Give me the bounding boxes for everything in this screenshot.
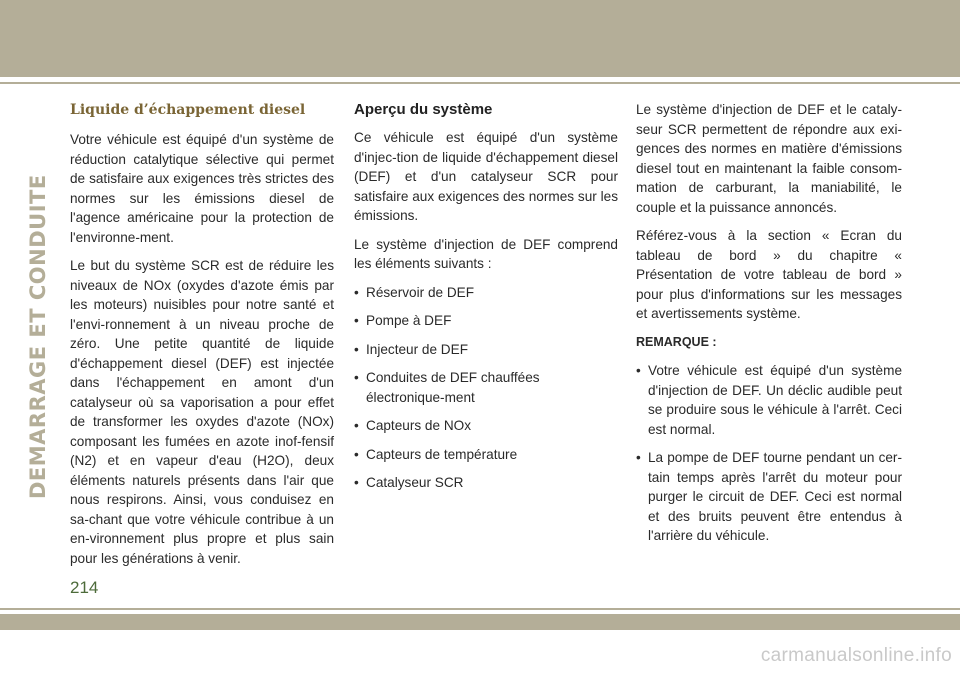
paragraph: Le système d'injection de DEF comprend les éléments suivants : [354,236,618,271]
list-item-text: Conduites de DEF chauffées électronique-ment [366,370,540,405]
list-item [354,416,618,436]
header-band [0,0,960,77]
list-item-text: La pompe de DEF tourne pendant un cer-tain temps après l'arrêt du moteur pour purger le circuit de DEF. Ceci est normal et des bruits peuvent être entendus à l'arrière du véhicule. [648,450,902,543]
bullet-icon: • [354,313,359,328]
paragraph: Le but du système SCR est de réduire les niveaux de NOx (oxydes d'azote émis par les moteurs) nuisibles pour notre santé et l'envi-ronnement à un niveau proche de zéro. Une petite quantité de liquide d'échappement diesel (DEF) est injectée dans l'échappement en amont d'un catalyseur où sa vaporisation a pour effet de transformer les oxydes d'azote (NOx) composant les fumées en azote inof-fensif (N2) et en vapeur d'eau (H2O), deux éléments naturels présents dans l'air que nous respirons. Ainsi, vous conduisez en sa-chant que votre véhicule contribue à un en-vironnement plus propre et plus sain pour les générations à venir. [70,258,334,566]
paragraph: Le système d'injection de DEF et le cataly-seur SCR permettent de répondre aux exi-gences des normes en matière d'émissions diesel tout en maintenant la faible consom-mation de carburant, la maniabilité, le couple et la puissance annoncés. [636,102,902,215]
page-number: 214 [70,578,99,597]
bullet-icon: • [354,475,359,490]
bullet-icon: • [354,341,359,357]
column-3 [636,100,902,555]
list-item-text: Pompe à DEF [366,313,452,328]
list-item [636,448,902,546]
bullet-icon: • [636,450,641,465]
paragraph: Ce véhicule est équipé d'un système d'injec-tion de liquide d'échappement diesel (DEF) et d'un catalyseur SCR pour satisfaire aux exigences des normes sur les émissions. [354,130,618,223]
bullet-icon: • [354,418,359,433]
list-item-text: Injecteur de DEF [366,341,468,357]
list-item [636,361,902,439]
bullet-icon: • [354,370,359,385]
watermark: carmanualsonline.info [760,645,952,666]
bullet-icon: • [636,363,641,378]
component-list [354,283,618,493]
list-item [354,368,618,407]
footer-band [0,614,960,630]
list-item-text: Votre véhicule est équipé d'un système d'injection de DEF. Un déclic audible peut se produire sous le véhicule à l'arrêt. Ceci est normal. [648,363,902,437]
bullet-icon: • [354,446,359,462]
section-heading-def: Liquide d’échappement diesel [70,102,306,118]
column-2 [354,100,618,502]
list-item-text: Réservoir de DEF [366,284,475,300]
header-rule [0,82,960,84]
column-1 [70,100,334,577]
paragraph: Votre véhicule est équipé d'un système de réduction catalytique sélective qui permet de satisfaire aux exigences très strictes des normes sur les émissions diesel de l'agence américaine pour la protection de l'environne-ment. [70,132,334,245]
chapter-tab-label: DEMARRAGE ET CONDUITE [26,174,50,499]
note-label: REMARQUE : [636,334,717,349]
list-item [354,311,618,331]
list-item-text: Capteurs de NOx [366,418,472,433]
list-item-text: Capteurs de température [366,446,518,462]
list-item [354,340,618,360]
footer-rule [0,608,960,610]
list-item-text: Catalyseur SCR [366,475,464,490]
list-item [354,283,618,303]
bullet-icon: • [354,284,359,300]
paragraph: Référez-vous à la section « Ecran du tableau de bord » du chapitre « Présentation de votre tableau de bord » pour plus d'informations sur les messages et avertissements système. [636,228,902,321]
section-heading-overview: Aperçu du système [354,101,493,118]
list-item [354,445,618,465]
note-list [636,361,902,546]
list-item [354,473,618,493]
chapter-tab [24,174,52,499]
